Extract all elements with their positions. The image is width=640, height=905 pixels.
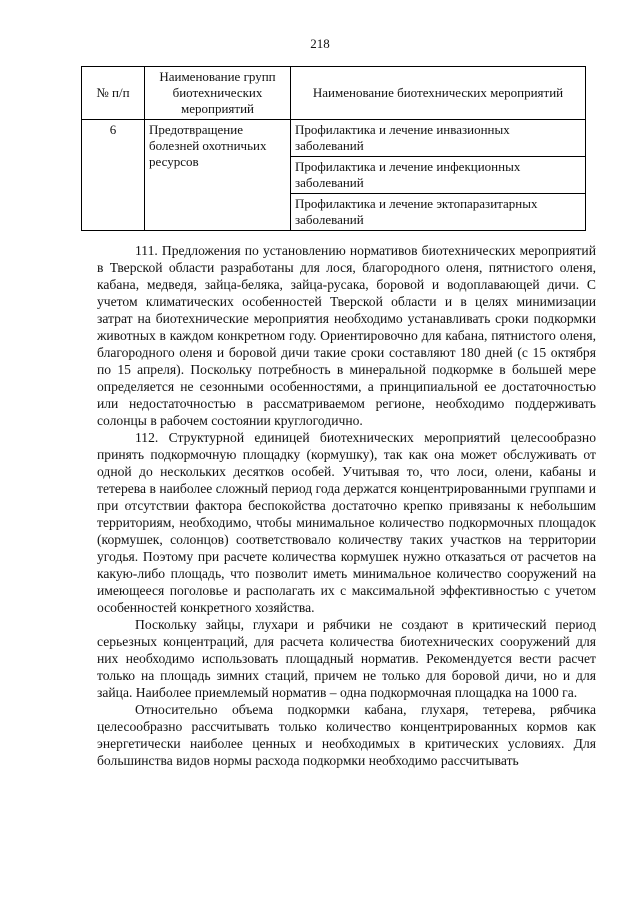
header-group-name: Наименование групп биотехнических мероприятий [145,67,291,120]
body-text [97,242,596,769]
table-header-row [82,67,586,120]
paragraph-area-norm: Поскольку зайцы, глухари и рябчики не создают в критический период серьезных концентраций, для расчета количества биотехнических сооружений для них необходимо использовать площадный норматив. Рекомендуется вести расчет только на площадь зимних стаций, причем не только для боровой дичи, но и для зайца. Наиболее приемлемый норматив – одна подкормочная площадка на 1000 га. [97,617,596,700]
measure-ectoparasitic: Профилактика и лечение эктопаразитарных заболеваний [291,194,586,231]
table-row [82,120,586,157]
measure-infectious: Профилактика и лечение инфекционных заболеваний [291,157,586,194]
paragraph-112: 112. Структурной единицей биотехнических мероприятий целесообразно принять подкормочную площадку (кормушку), так как она может обслуживать от одной до нескольких десятков особей. Учитывая то, что лоси, олени, кабаны и тетерева в наиболее сложный период года держатся концентрированными группами и при отсутствии фактора беспокойства достаточно крепко привязаны к небольшим территориям, необходимо, чтобы минимальное количество подкормочных площадок (кормушек, солонцов) соответствовало количеству таких участков на территории угодья. Поэтому при расчете количества кормушек нужно отказаться от расчетов на какую-либо площадь, что позволит иметь минимальное количество сооружений на имеющееся поголовье и располагать их с максимальной эффективностью с учетом особенностей конкретного хозяйства. [97,430,596,615]
header-number: № п/п [82,67,145,120]
measure-invasive: Профилактика и лечение инвазионных заболеваний [291,120,586,157]
paragraph-111: 111. Предложения по установлению нормативов биотехнических мероприятий в Тверской области разработаны для лося, благородного оленя, пятнистого оленя, кабана, медведя, зайца-беляка, зайца-русака, боровой и водоплавающей дичи. С учетом климатических особенностей Тверской области и в целях минимизации затрат на биотехнические мероприятия необходимо устанавливать сроки подкормки животных в каждом конкретном году. Ориентировочно для кабана, пятнистого оленя, благородного оленя и боровой дичи такие сроки составляют 180 дней (с 15 октября по 15 апреля). Поскольку потребность в минеральной подкормке в большей мере определяется не сезонными особенностями, а принципиальной ее достаточностью или недостаточностью в рассматриваемом регионе, необходимо поддерживать солонцы в рабочем состоянии круглогодично. [97,243,596,428]
paragraph-feeding-volume: Относительно объема подкормки кабана, глухаря, тетерева, рябчика целесообразно рассчитывать только количество концентрированных кормов как энергетически наиболее ценных и необходимых в критических условиях. Для большинства видов нормы расхода подкормки необходимо рассчитывать [97,702,596,768]
row-group-name: Предотвращение болезней охотничьих ресурсов [145,120,291,231]
page-number: 218 [310,36,330,51]
header-measure-name: Наименование биотехнических мероприятий [291,67,586,120]
biotechnical-measures-table [81,66,586,231]
row-number: 6 [82,120,145,231]
